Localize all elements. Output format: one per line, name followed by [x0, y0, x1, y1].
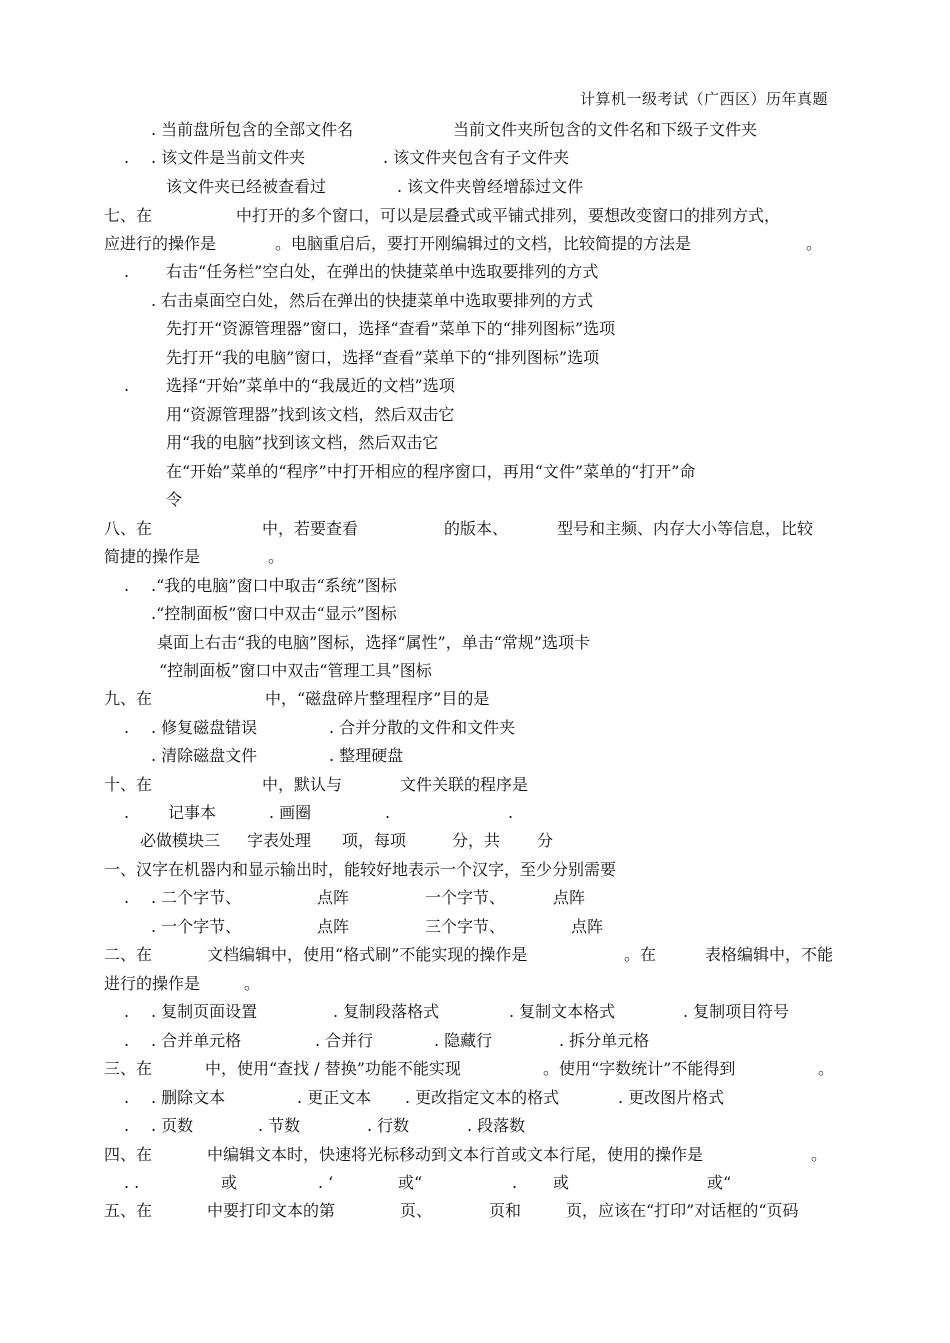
s1-option-b2: 点阵 — [553, 888, 586, 907]
q8-option-3: 桌面上右击“我的电脑”图标，选择“属性”，单击“常规”选项卡 — [157, 633, 591, 652]
s3-stem-start: 三、在 — [104, 1059, 153, 1078]
q7-stem-line2: 应进行的操作是 — [104, 234, 217, 253]
q7-stem-start: 七、在 — [104, 206, 153, 225]
s1-option-a1: . 二个字节、 — [151, 888, 242, 907]
s2-stem-b: 。在 — [624, 945, 657, 964]
s4-stem-end: 。 — [811, 1145, 828, 1164]
s3-stem-end: 。 — [818, 1059, 835, 1078]
q6-option-e: 该文件夹已经被查看过 — [166, 177, 327, 196]
s5-stem-start: 五、在 — [104, 1201, 153, 1220]
s3-stem-a: 中，使用“查找 / 替换”功能不能实现 — [205, 1059, 461, 1078]
s4-option-e: 或 — [553, 1173, 570, 1192]
module-total: 分 — [537, 831, 554, 850]
s2-option-2c: . 隐藏行 — [434, 1031, 493, 1050]
s4-option-f: 或“ — [707, 1173, 732, 1192]
s1-option-d1: 三个字节、 — [425, 917, 506, 936]
q8-option-1: .“我的电脑”窗口中取击“系统”图标 — [151, 576, 397, 595]
q8-stem-b: 的版本、 — [444, 519, 509, 538]
s1-option-c1: . 一个字节、 — [151, 917, 242, 936]
q10-stem-b: 文件关联的程序是 — [400, 775, 529, 794]
s4-stem-a: 中编辑文本时，快速将光标移动到文本行首或文本行尾，使用的操作是 — [207, 1145, 704, 1164]
s2-option-2a: . 合并单元格 — [151, 1031, 242, 1050]
q7-option-3: 先打开“资源管理器”窗口，选择“查看”菜单下的“排列图标”选项 — [166, 319, 616, 338]
s2-option-1c: . 复制文本格式 — [509, 1002, 616, 1021]
q8-option-4: “控制面板”窗口中双击“管理工具”图标 — [159, 661, 432, 680]
s3-option-2b: . 节数 — [258, 1116, 301, 1135]
q10-stem-start: 十、在 — [104, 775, 153, 794]
s3-option-1d: . 更改图片格式 — [618, 1088, 725, 1107]
q8-stem-a: 中，若要查看 — [262, 519, 359, 538]
s2-option-marker: . — [124, 1031, 130, 1050]
s2-option-2b: . 合并行 — [315, 1031, 374, 1050]
s2-option-2d: . 拆分单元格 — [559, 1031, 650, 1050]
s4-option-marker: . . — [124, 1173, 140, 1192]
q7-stem-text: 中打开的多个窗口，可以是层叠式或平铺式排列，要想改变窗口的排列方式， — [236, 206, 781, 225]
s2-option-1a: . 复制页面设置 — [151, 1002, 258, 1021]
s3-option-1c: . 更改指定文本的格式 — [405, 1088, 560, 1107]
q9-stem-start: 九、在 — [104, 689, 153, 708]
s4-option-a: 或 — [221, 1173, 238, 1192]
s3-option-marker: . — [124, 1088, 130, 1107]
q7-stem-line2-end: 。 — [806, 234, 823, 253]
q8-stem-line2-end: 。 — [268, 547, 285, 566]
s2-stem-c: 表格编辑中，不能 — [705, 945, 834, 964]
s5-stem-c: 页和 — [489, 1201, 522, 1220]
q8-option-2: .“控制面板”窗口中双击“显示”图标 — [151, 604, 397, 623]
q9-option-marker: . — [124, 718, 130, 737]
q6-option-a: . 当前盘所包含的全部文件名 — [151, 120, 354, 139]
s1-option-marker: . — [124, 888, 130, 907]
q7-option-4: 先打开“我的电脑”窗口，选择“查看”菜单下的“排列图标”选项 — [166, 348, 600, 367]
module-count: 项，每项 — [342, 831, 407, 850]
q9-option-2: . 合并分散的文件和文件夹 — [329, 718, 516, 737]
q9-option-1: . 修复磁盘错误 — [151, 718, 258, 737]
s4-option-d: . — [512, 1173, 518, 1192]
s3-stem-b: 。使用“字数统计”不能得到 — [543, 1059, 736, 1078]
s1-option-b1: 一个字节、 — [425, 888, 506, 907]
q6-option-marker: . — [124, 148, 130, 167]
s2-option-1b: . 复制段落格式 — [333, 1002, 440, 1021]
page-header: 计算机一级考试（广西区）历年真题 — [580, 90, 829, 108]
s5-stem-d: 页，应该在“打印”对话框的“页码 — [566, 1201, 799, 1220]
q7-option-8-cont: 令 — [166, 490, 183, 509]
q10-option-4: . — [508, 803, 514, 822]
q7-option-marker: . — [124, 262, 130, 281]
module-title: 必做模块三 — [140, 831, 221, 850]
q7-option-marker: . — [124, 376, 130, 395]
q10-option-2: . 画圈 — [269, 803, 312, 822]
s3-option-marker: . — [124, 1116, 130, 1135]
q10-option-3: . — [385, 803, 391, 822]
q8-stem-c: 型号和主频、内存大小等信息，比较 — [557, 519, 814, 538]
module-points: 分，共 — [452, 831, 501, 850]
s3-option-2c: . 行数 — [367, 1116, 410, 1135]
s1-option-c2: 点阵 — [317, 917, 350, 936]
q9-stem-text: 中，“磁盘碎片整理程序”目的是 — [265, 689, 490, 708]
s2-stem-line2-end: 。 — [244, 974, 261, 993]
s1-option-d2: 点阵 — [571, 917, 604, 936]
q6-option-d: . 该文件夹包含有子文件夹 — [383, 148, 570, 167]
s1-option-a2: 点阵 — [317, 888, 350, 907]
q8-stem-start: 八、在 — [104, 519, 153, 538]
s2-option-marker: . — [124, 1002, 130, 1021]
s2-stem-start: 二、在 — [104, 945, 153, 964]
s4-option-b: . ‘ — [318, 1173, 334, 1192]
q6-option-c: . 该文件是当前文件夹 — [151, 148, 306, 167]
s2-option-1d: . 复制项目符号 — [683, 1002, 790, 1021]
s4-option-c: 或“ — [398, 1173, 423, 1192]
s4-stem-start: 四、在 — [104, 1145, 153, 1164]
s2-stem-a: 文档编辑中，使用“格式刷”不能实现的操作是 — [207, 945, 528, 964]
q7-option-5: 选择“开始”菜单中的“我晟近的文档”选项 — [166, 376, 455, 395]
q7-option-8: 在“开始”菜单的“程序”中打开相应的程序窗口，再用“文件”菜单的“打开”命 — [166, 462, 696, 481]
q10-stem-a: 中，默认与 — [262, 775, 343, 794]
q6-option-b: 当前文件夹所包含的文件名和下级子文件夹 — [453, 120, 758, 139]
q7-option-7: 用“我的电脑”找到该文档，然后双击它 — [166, 433, 439, 452]
q9-option-3: . 清除磁盘文件 — [151, 746, 258, 765]
q10-option-marker: . — [124, 803, 130, 822]
q6-option-f: . 该文件夹曾经增舔过文件 — [397, 177, 584, 196]
q8-option-marker: . — [124, 576, 130, 595]
module-name: 字表处理 — [247, 831, 312, 850]
s5-stem-b: 页、 — [400, 1201, 433, 1220]
q10-option-1: 记事本 — [168, 803, 217, 822]
s1-stem: 一、汉字在机器内和显示输出时，能较好地表示一个汉字，至少分别需要 — [104, 860, 617, 879]
q7-option-1: 右击“任务栏”空白处，在弹出的快捷菜单中选取要排列的方式 — [166, 262, 599, 281]
q7-option-2: . 右击桌面空白处，然后在弹出的快捷菜单中选取要排列的方式 — [151, 291, 594, 310]
s3-option-2d: . 段落数 — [467, 1116, 526, 1135]
q8-stem-line2: 简捷的操作是 — [104, 547, 201, 566]
s2-stem-line2: 进行的操作是 — [104, 974, 201, 993]
s3-option-1a: . 删除文本 — [151, 1088, 226, 1107]
q9-option-4: . 整理硬盘 — [329, 746, 404, 765]
s3-option-1b: . 更正文本 — [297, 1088, 372, 1107]
s5-stem-a: 中要打印文本的第 — [207, 1201, 336, 1220]
q7-stem-line2-mid: 。电脑重启后，要打开刚编辑过的文档，比较简提的方法是 — [275, 234, 692, 253]
s3-option-2a: . 页数 — [151, 1116, 194, 1135]
q7-option-6: 用“资源管理器”找到该文档，然后双击它 — [166, 405, 455, 424]
